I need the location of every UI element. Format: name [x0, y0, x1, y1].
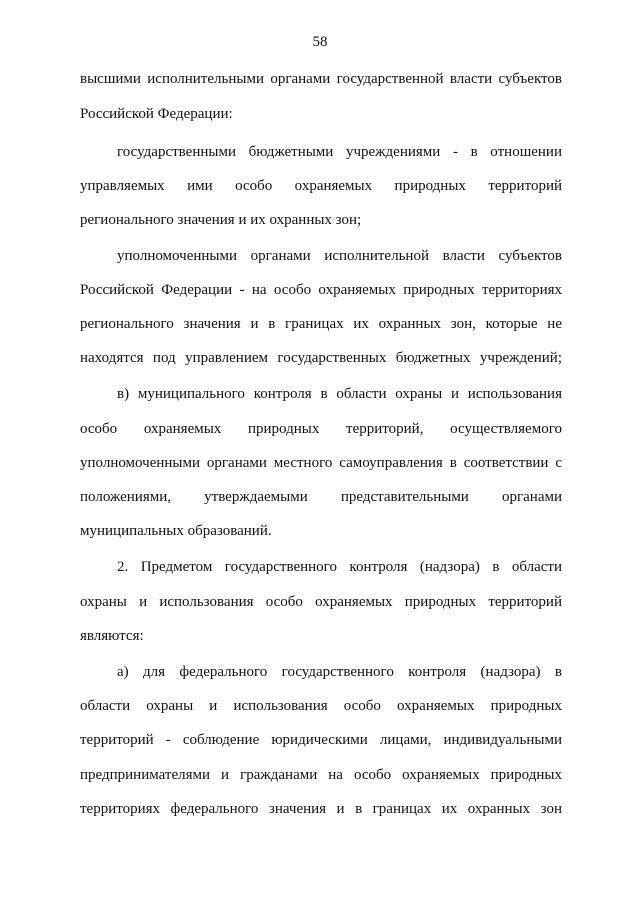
text-line: государственными бюджетными учреждениями - в отношении: [117, 144, 562, 160]
text-line: регионального значения и в границах их охранных зон, которые не: [80, 316, 562, 332]
text-line: Российской Федерации - на особо охраняемых природных территориях: [80, 282, 562, 298]
text-line: территориях федерального значения и в границах их охранных зон: [80, 801, 562, 817]
text-line: 2. Предметом государственного контроля (надзора) в области: [117, 559, 562, 575]
text-line: Российской Федерации:: [80, 106, 233, 122]
text-line: управляемых ими особо охраняемых природных территорий: [80, 178, 562, 194]
text-line: особо охраняемых природных территорий, осуществляемого: [80, 421, 562, 437]
text-line: уполномоченными органами исполнительной власти субъектов: [117, 248, 562, 264]
text-line: а) для федерального государственного контроля (надзора) в: [117, 664, 562, 680]
text-line: предпринимателями и гражданами на особо охраняемых природных: [80, 767, 562, 783]
text-line: высшими исполнительными органами государственной власти субъектов: [80, 71, 562, 87]
text-line: регионального значения и их охранных зон;: [80, 212, 362, 228]
text-line: в) муниципального контроля в области охраны и использования: [117, 386, 562, 402]
text-line: муниципальных образований.: [80, 523, 272, 539]
text-line: находятся под управлением государственных бюджетных учреждений;: [80, 350, 562, 366]
page-number: 58: [312, 34, 328, 50]
text-line: области охраны и использования особо охраняемых природных: [80, 698, 562, 714]
text-line: уполномоченными органами местного самоуправления в соответствии с: [80, 455, 562, 471]
text-line: положениями, утверждаемыми представительными органами: [80, 489, 562, 505]
text-line: являются:: [80, 628, 144, 644]
text-line: территорий - соблюдение юридическими лицами, индивидуальными: [80, 732, 562, 748]
text-line: охраны и использования особо охраняемых природных территорий: [80, 594, 562, 610]
